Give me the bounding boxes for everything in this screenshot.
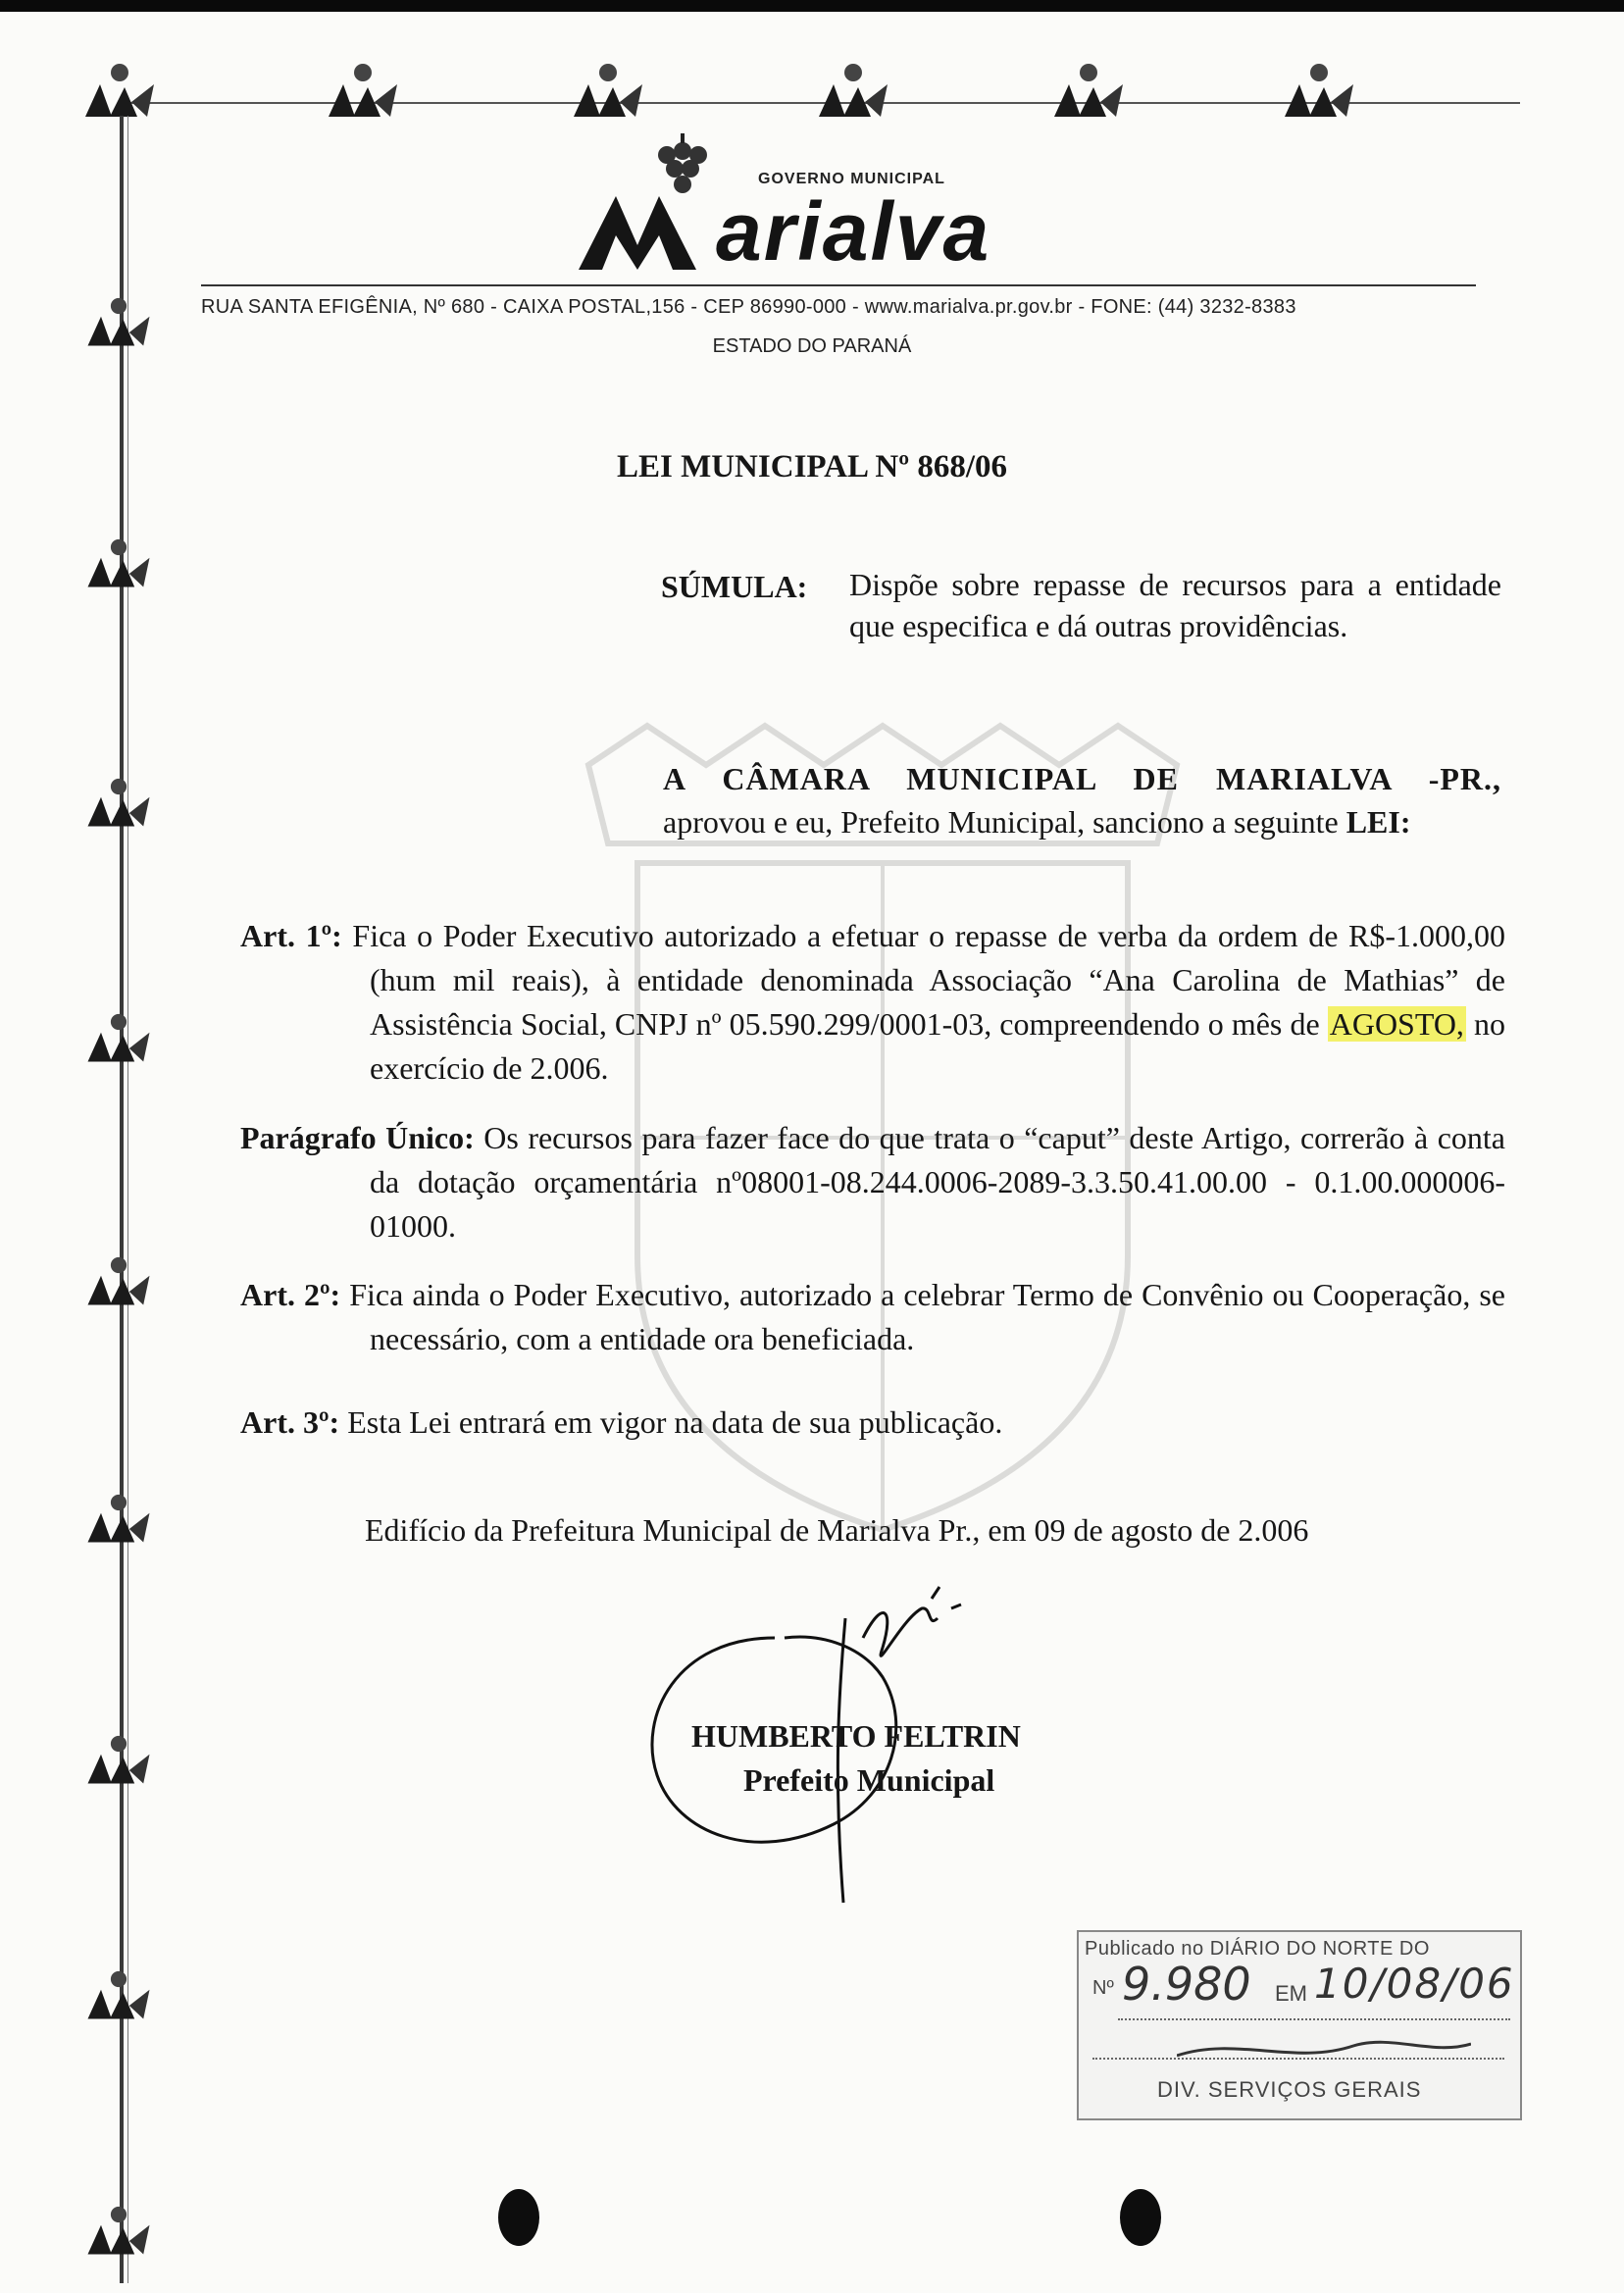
grape-cluster-emblem-icon: [83, 1734, 154, 1789]
stamp-department: DIV. SERVIÇOS GERAIS: [1157, 2077, 1422, 2102]
punch-hole: [1120, 2189, 1161, 2246]
article-3: [240, 1401, 1505, 1445]
sumula-text: Dispõe sobre repasse de recursos para a entidade que especifica e dá outras providências.: [849, 567, 1501, 643]
article-2-paragraph: [240, 1273, 1505, 1361]
scan-top-edge: [0, 0, 1624, 12]
grape-cluster-emblem-icon: [814, 63, 892, 122]
article-2: [240, 1273, 1505, 1361]
article-1: [240, 914, 1505, 1091]
grape-cluster-emblem-icon: [83, 777, 154, 832]
grape-cluster-emblem-icon: [83, 1255, 154, 1310]
state-line: ESTADO DO PARANÁ: [712, 335, 912, 357]
publication-stamp: [1077, 1930, 1522, 2120]
article-1-text-end: no exercício de 2.006.: [370, 1006, 1505, 1086]
grape-cluster-logo-icon: [647, 133, 716, 202]
grape-cluster-emblem-icon: [1280, 63, 1358, 122]
government-label: GOVERNO MUNICIPAL: [758, 171, 945, 187]
article-2-text: Fica ainda o Poder Executivo, autorizado a celebrar Termo de Convênio ou Cooperação, se necessário, com a entidade ora beneficiada.: [349, 1277, 1506, 1356]
grape-cluster-emblem-icon: [83, 1012, 154, 1067]
article-1-text: Fica o Poder Executivo autorizado a efetuar o repasse de verba da ordem de R$-1.000,00 (hum mil reais), à entidade denominada Associação “Ana Carolina de Mathias” de Assistência Social, CNPJ nº 05.590.299/0001-03, compreendendo o mês de: [352, 918, 1506, 1042]
sumula-label: SÚMULA:: [661, 569, 808, 604]
preamble-lei: LEI:: [1345, 804, 1411, 840]
stamp-initials: [1177, 2026, 1471, 2075]
grape-cluster-emblem-icon: [1049, 63, 1128, 122]
grape-cluster-emblem-icon: [83, 1493, 154, 1548]
address-line: RUA SANTA EFIGÊNIA, Nº 680 - CAIXA POSTAL,156 - CEP 86990-000 - www.marialva.pr.gov.br - FONE: (44) 3232-8383: [201, 296, 1296, 318]
left-border-line-thin: [127, 116, 128, 2283]
signatory-name: HUMBERTO FELTRIN: [691, 1718, 1021, 1754]
stamp-em-label: EM: [1275, 1981, 1307, 2006]
grape-cluster-emblem-icon: [324, 63, 402, 122]
stamp-dotted-line: [1092, 2058, 1504, 2060]
stamp-published-line: Publicado no DIÁRIO DO NORTE DO: [1085, 1938, 1430, 1960]
stamp-date: 10/08/06: [1314, 1960, 1515, 2008]
paragrafo-unico-paragraph: [240, 1116, 1505, 1248]
highlighted-month: AGOSTO,: [1329, 1006, 1464, 1042]
city-name-logo: arialva: [716, 185, 991, 278]
grape-cluster-emblem-icon: [83, 1969, 154, 2024]
stamp-number: 9.980: [1122, 1958, 1251, 2011]
preamble-heading: A CÂMARA MUNICIPAL DE MARIALVA -PR.,: [663, 761, 1501, 796]
grape-cluster-emblem-icon: [83, 537, 154, 592]
paragrafo-unico-label: Parágrafo Único:: [240, 1120, 475, 1155]
article-2-label: Art. 2º:: [240, 1277, 341, 1312]
stamp-number-label: Nº: [1092, 1977, 1114, 1999]
left-border-line: [120, 116, 124, 2283]
article-3-label: Art. 3º:: [240, 1404, 340, 1440]
punch-hole: [498, 2189, 539, 2246]
header-divider: [201, 284, 1476, 286]
grape-cluster-emblem-icon: [569, 63, 647, 122]
grape-cluster-emblem-icon: [80, 63, 159, 122]
article-1-label: Art. 1º:: [240, 918, 342, 953]
place-and-date: Edifício da Prefeitura Municipal de Marialva Pr., em 09 de agosto de 2.006: [365, 1512, 1309, 1548]
grape-cluster-emblem-icon: [83, 2205, 154, 2260]
stamp-dotted-line: [1118, 2018, 1510, 2020]
preamble-text: [663, 800, 1501, 843]
article-1-paragraph: [240, 914, 1505, 1091]
preamble: [663, 757, 1501, 843]
law-title: LEI MUNICIPAL Nº 868/06: [616, 449, 1008, 484]
signatory-title: Prefeito Municipal: [743, 1762, 995, 1798]
paragrafo-unico-text: Os recursos para fazer face do que trata o “caput” deste Artigo, correrão à conta da dotação orçamentária nº08001-08.244.0006-2089-3.3.50.41.00.00 - 0.1.00.000006-01000.: [370, 1120, 1506, 1244]
article-3-text: Esta Lei entrará em vigor na data de sua publicação.: [347, 1404, 1003, 1440]
preamble-body: aprovou e eu, Prefeito Municipal, sanciono a seguinte: [663, 804, 1339, 840]
paragrafo-unico: [240, 1116, 1505, 1248]
marialva-logo: [579, 127, 1098, 278]
